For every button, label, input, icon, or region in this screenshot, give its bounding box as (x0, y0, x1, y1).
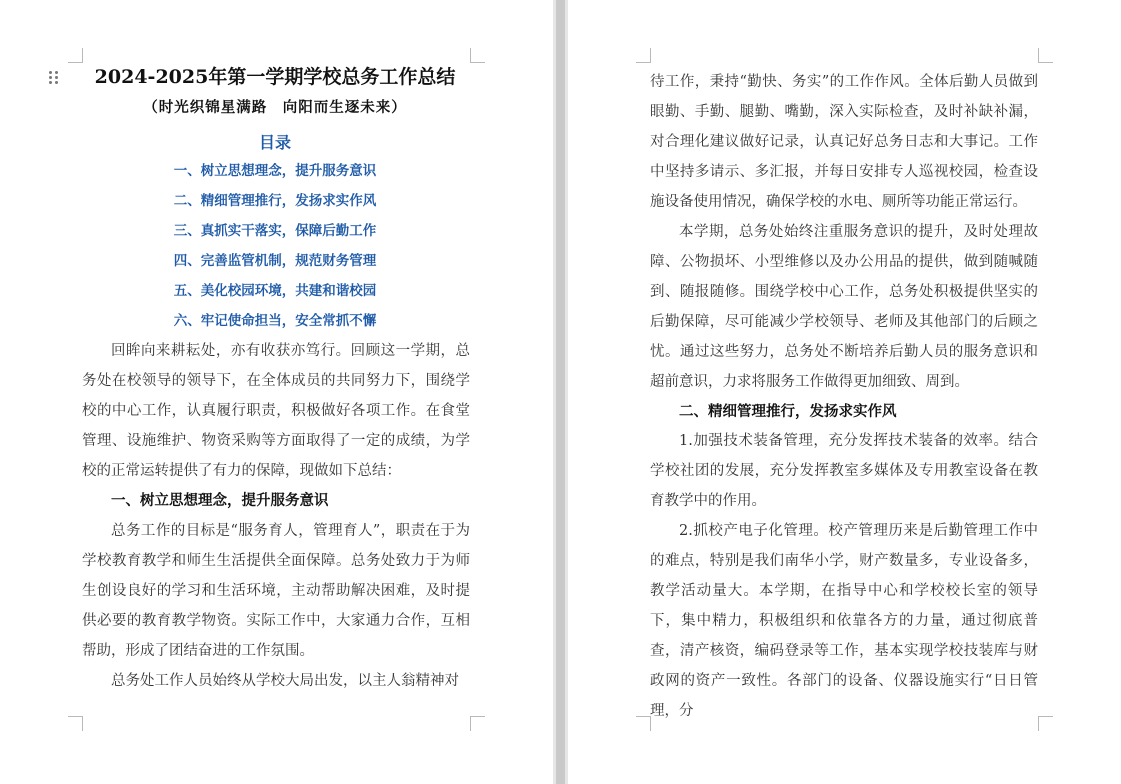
drag-handle-icon[interactable] (48, 70, 60, 86)
list-item: 1.加强技术装备管理，充分发挥技术装备的效率。结合学校社团的发展，充分发挥教室多媒体及专用教室设备在教育教学中的作用。 (650, 433, 1038, 509)
section-heading: 二、精细管理推行，发扬求实作风 (679, 403, 897, 420)
body-paragraph: 本学期，总务处始终注重服务意识的提升，及时处理故障、公物损坏、小型维修以及办公用品的提供，做到随喊随到、随报随修。围绕学校中心工作，总务处积极提供坚实的后勤保障，尽可能减少学校领导、老师及其他部门的后顾之忧。通过这些努力，总务处不断培养后勤人员的服务意识和超前意识，力求将服务工作做得更加细致、周到。 (650, 224, 1038, 390)
left-page (0, 0, 553, 784)
table-of-contents (60, 160, 490, 340)
toc-item[interactable]: 六、牢记使命担当，安全常抓不懈 (173, 313, 377, 329)
toc-heading: 目录 (258, 133, 291, 152)
toc-item[interactable]: 三、真抓实干落实，保障后勤工作 (173, 223, 377, 239)
list-item: 2.抓校产电子化管理。校产管理历来是后勤管理工作中的难点，特别是我们南华小学，财产数量多，专业设备多，教学活动量大。本学期，在指导中心和学校校长室的领导下，集中精力，积极组织和依靠各方的力量，通过彻底普查，清产核资，编码登录等工作，基本实现学校技装库与财政网的资产一致性。各部门的设备、仪器设施实行“日日管理，分 (650, 523, 1038, 719)
margin-corner-mark (636, 48, 651, 63)
margin-corner-mark (470, 48, 485, 63)
page-divider (553, 0, 568, 784)
section-heading: 一、树立思想理念，提升服务意识 (111, 492, 329, 509)
toc-item[interactable]: 二、精细管理推行，发扬求实作风 (173, 193, 377, 209)
toc-item[interactable]: 一、树立思想理念，提升服务意识 (173, 163, 377, 179)
document-subtitle: （时光织锦星满路 向阳而生逐未来） (143, 99, 407, 116)
intro-paragraph: 回眸向来耕耘处，亦有收获亦笃行。回顾这一学期，总务处在校领导的领导下，在全体成员的共同努力下，围绕学校的中心工作，认真履行职责，积极做好各项工作。在食堂管理、设施维护、物资采购等方面取得了一定的成绩，为学校的正常运转提供了有力的保障，现做如下总结： (82, 343, 470, 479)
margin-corner-mark (1038, 716, 1053, 731)
toc-item[interactable]: 五、美化校园环境，共建和谐校园 (173, 283, 377, 299)
margin-corner-mark (68, 716, 83, 731)
body-paragraph: 总务工作的目标是“服务育人，管理育人”，职责在于为学校教育教学和师生生活提供全面保障。总务处致力于为师生创设良好的学习和生活环境，主动帮助解决困难，及时提供必要的教育教学物资。实际工作中，大家通力合作，互相帮助，形成了团结奋进的工作氛围。 (82, 523, 470, 659)
margin-corner-mark (1038, 48, 1053, 63)
body-paragraph: 待工作，秉持“勤快、务实”的工作作风。全体后勤人员做到眼勤、手勤、腿勤、嘴勤，深入实际检查，及时补缺补漏，对合理化建议做好记录，认真记好总务日志和大事记。工作中坚持多请示、多汇报，并每日安排专人巡视校园，检查设施设备使用情况，确保学校的水电、厕所等功能正常运行。 (650, 74, 1038, 210)
document-title: 2024-2025年第一学期学校总务工作总结 (94, 66, 456, 88)
margin-corner-mark (636, 716, 651, 731)
right-page (568, 0, 1121, 784)
margin-corner-mark (470, 716, 485, 731)
toc-item[interactable]: 四、完善监管机制，规范财务管理 (173, 253, 377, 269)
body-paragraph: 总务处工作人员始终从学校大局出发，以主人翁精神对 (111, 673, 459, 689)
margin-corner-mark (68, 48, 83, 63)
